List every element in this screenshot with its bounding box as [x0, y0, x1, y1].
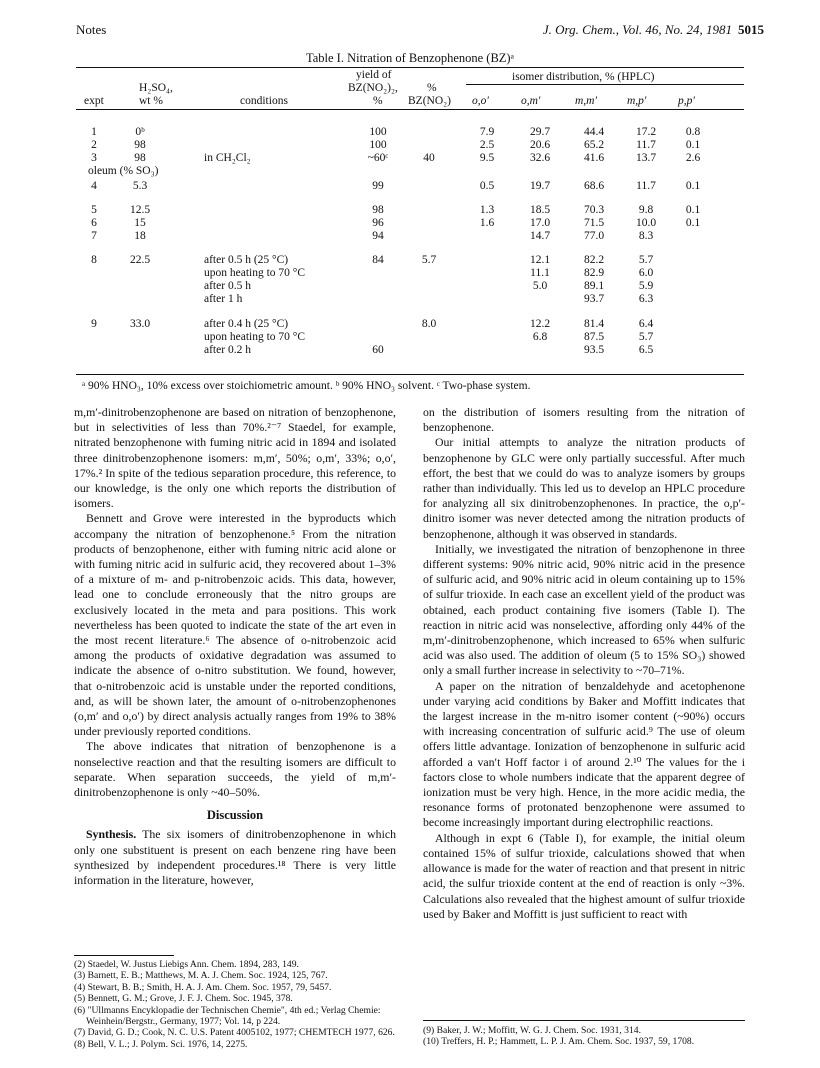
header-bz-2: BZ(NO₂)	[408, 95, 451, 107]
cell-mp: 5.7	[638, 331, 654, 343]
cell-conditions: in CH₂Cl₂	[204, 152, 251, 164]
cell-mm: 68.6	[583, 180, 605, 192]
cell-bz-no2: 8.0	[421, 318, 437, 330]
cell-expt: 3	[91, 152, 97, 164]
cell-conditions: upon heating to 70 °C	[204, 331, 306, 343]
header-yield-3: %	[373, 95, 383, 107]
paragraph: The above indicates that nitration of benzophenone is a nonselective reaction and that the resulting isomers are difficult to separate. When separation succeeds, the yield of m,m′-dinitrobenzophenone is only ~40–50%.	[74, 739, 396, 800]
cell-mm: 82.9	[583, 267, 605, 279]
cell-mm: 93.5	[583, 344, 605, 356]
cell-expt: 6	[91, 217, 97, 229]
cell-mm: 89.1	[583, 280, 605, 292]
paragraph: Our initial attempts to analyze the nitration products of benzophenone by GLC were only partially successful. After much effort, the best that we could do was to analyze isomers by groups rather than individually. This led us to develop an HPLC procedure for analyzing all six dinitrobenzophenones. In practice, the o,p′-dinitro isomer was never detected among the nitration products of benzophenone, although it was observed in standards.	[423, 435, 745, 541]
cell-mm: 77.0	[583, 230, 605, 242]
cell-om: 29.7	[529, 126, 551, 138]
cell-om: 32.6	[529, 152, 551, 164]
right-reference-rule	[423, 1020, 745, 1021]
cell-pp: 0.1	[685, 180, 701, 192]
cell-acid: 18	[134, 230, 146, 242]
running-head-section: Notes	[76, 22, 107, 37]
header-conditions: conditions	[240, 95, 288, 107]
cell-mm: 81.4	[583, 318, 605, 330]
right-references	[423, 1025, 745, 1048]
header-yield-1: yield of	[356, 69, 392, 81]
cell-om: 11.1	[530, 267, 550, 279]
cell-pp: 0.1	[685, 204, 701, 216]
paragraph: Initially, we investigated the nitration of benzophenone in three different systems: 90% nitric acid, 90% nitric acid in the presence of sulfuric acid, and 90% nitric acid in oleum containing up to 15% of sulfur trioxide. In each case an excellent yield of the product was obtained, each product containing five isomers (Table I). The reaction in nitric acid was nonselective, affording only 44% of the m,m′-dinitrobenzophenone, which increased to 65% when sulfuric acid was also used. The addition of oleum (5 to 15% SO₃) showed only a small further increase in selectivity to ~70–71%.	[423, 541, 745, 678]
cell-yield: 84	[372, 254, 384, 266]
cell-expt: 5	[91, 204, 97, 216]
header-pp: p,p′	[678, 95, 695, 107]
cell-mp: 8.3	[638, 230, 654, 242]
cell-om: 6.8	[532, 331, 548, 343]
cell-mp: 11.7	[636, 139, 656, 151]
cell-acid: 33.0	[129, 318, 151, 330]
cell-mp: 6.5	[638, 344, 654, 356]
cell-oo: 2.5	[479, 139, 495, 151]
cell-oo: 1.6	[479, 217, 495, 229]
cell-conditions: after 0.4 h (25 °C)	[204, 318, 289, 330]
left-reference-rule	[74, 955, 174, 956]
section-heading: Discussion	[206, 808, 264, 823]
cell-mm: 44.4	[583, 126, 605, 138]
cell-mm: 70.3	[583, 204, 605, 216]
cell-mm: 65.2	[583, 139, 605, 151]
cell-om: 12.1	[529, 254, 551, 266]
cell-om: 5.0	[532, 280, 548, 292]
cell-mp: 6.0	[638, 267, 654, 279]
cell-oo: 9.5	[479, 152, 495, 164]
left-references	[74, 959, 396, 1050]
cell-om: 14.7	[529, 230, 551, 242]
cell-mp: 11.7	[636, 180, 656, 192]
cell-acid: 12.5	[129, 204, 151, 216]
header-yield-2: BZ(NO₂)₂,	[348, 82, 398, 94]
cell-yield: 100	[369, 126, 387, 138]
paragraph: A paper on the nitration of benzaldehyde and acetophenone under varying acid conditions by Baker and Moffitt indicates that the largest increase in the m-nitro isomer content (~90%) occurs with increasing concentration of sulfuric acid.⁹ The use of oleum offers little advantage. Ionization of benzophenone in sulfuric acid afforded a van′t Hoff factor i of around 2.¹⁰ The values for the i factors close to whole numbers indicate that the apparent degree of ionization must be very high. Hence, in the more acidic media, the resonance forms of protonated benzophenone were assumed to become increasingly important during electrophilic reactions.	[423, 678, 745, 830]
cell-yield: 99	[372, 180, 384, 192]
table-top-rule	[76, 67, 744, 68]
cell-expt: oleum (% SO₃)	[88, 165, 159, 177]
cell-yield: ~60ᶜ	[367, 152, 389, 164]
cell-om: 18.5	[529, 204, 551, 216]
page-number: 5015	[738, 22, 764, 37]
header-expt: expt	[84, 95, 104, 107]
running-head-journal	[543, 22, 764, 38]
cell-mp: 6.4	[638, 318, 654, 330]
cell-pp: 0.1	[685, 217, 701, 229]
reference-item: (7) David, G. D.; Cook, N. C. U.S. Patent 4005102, 1977; CHEMTECH 1977, 626.	[74, 1027, 395, 1039]
paragraph: Bennett and Grove were interested in the byproducts which accompany the nitration of benzophenone.⁵ From the nitration products of benzophenone, either with fuming nitric acid alone or with fuming nitric acid in sulfuric acid, they recovered about 1–3% of a mixture of m- and p-nitrobenzoic acids. This data, however, lead one to conclude erroneously that the nitro groups are exclusively located in the meta and para positions. This work nevertheless has been quoted to indicate the state of the art even in the most recent literature.⁶ The absence of o-nitrobenzoic acid among the products of oxidative degradation was assumed to indicate the absence of o-nitro substitution. We found, however, that o-nitrobenzoic acid is unstable under the reported conditions, and, as will be shown later, the amount of o-nitrobenzophenones (o,m′ and o,o′) by direct analysis actually ranges from 19% to 38% under previously reported conditions.	[74, 511, 396, 739]
right-column	[423, 405, 745, 922]
header-mm: m,m′	[575, 95, 598, 107]
reference-item: (3) Barnett, E. B.; Matthews, M. A. J. Chem. Soc. 1924, 125, 767.	[74, 970, 328, 982]
cell-expt: 9	[91, 318, 97, 330]
cell-mp: 6.3	[638, 293, 654, 305]
header-wt: wt %	[139, 95, 163, 107]
reference-item: (6) "Ullmanns Encyklopadie der Technischen Chemie", 4th ed.; Verlag Chemie: Weinhein/Bergstr., Germany, 1977; Vol. 14, p 224.	[74, 1004, 381, 1028]
cell-oo: 1.3	[479, 204, 495, 216]
cell-mp: 5.9	[638, 280, 654, 292]
table-bottom-rule	[76, 374, 744, 375]
table-footnote: ᵃ 90% HNO₃, 10% excess over stoichiometric amount. ᵇ 90% HNO₃ solvent. ᶜ Two-phase system.	[82, 380, 531, 392]
cell-acid: 0ᵇ	[135, 126, 145, 138]
header-bz-1: %	[427, 82, 437, 94]
cell-bz-no2: 40	[423, 152, 435, 164]
cell-mp: 10.0	[635, 217, 657, 229]
reference-item: (2) Staedel, W. Justus Liebigs Ann. Chem. 1894, 283, 149.	[74, 959, 299, 970]
cell-mp: 17.2	[635, 126, 657, 138]
cell-acid: 98	[134, 152, 146, 164]
paragraph-lead: Synthesis.	[86, 827, 137, 842]
cell-acid: 15	[134, 217, 146, 229]
cell-acid: 98	[134, 139, 146, 151]
paragraph	[74, 827, 396, 888]
cell-expt: 2	[91, 139, 97, 151]
cell-oo: 7.9	[479, 126, 495, 138]
cell-mm: 71.5	[583, 217, 605, 229]
cell-oo: 0.5	[479, 180, 495, 192]
cell-conditions: upon heating to 70 °C	[204, 267, 306, 279]
cell-mp: 5.7	[638, 254, 654, 266]
cell-mm: 82.2	[583, 254, 605, 266]
cell-om: 20.6	[529, 139, 551, 151]
paragraph: on the distribution of isomers resulting from the nitration of benzophenone.	[423, 405, 745, 435]
cell-pp: 2.6	[685, 152, 701, 164]
cell-mm: 41.6	[583, 152, 605, 164]
header-om: o,m′	[521, 95, 541, 107]
cell-acid: 22.5	[129, 254, 151, 266]
cell-yield: 100	[369, 139, 387, 151]
cell-om: 17.0	[529, 217, 551, 229]
paragraph: Although in expt 6 (Table I), for example, the initial oleum contained 15% of sulfur trioxide, calculations showed that when allowance is made for the water of reaction and that present in nitric acid, the sulfur trioxide content at the end of reaction is only ~3%. Calculations also revealed that the highest amount of sulfur trioxide used by Baker and Moffitt is just sufficient to react with	[423, 830, 745, 921]
paragraph-text: The six isomers of dinitrobenzophenone in which only one substituent is present on each benzene ring have been synthesized by independent procedures.¹⁸ There is very little information in the literature, however,	[74, 827, 396, 888]
cell-expt: 8	[91, 254, 97, 266]
reference-item: (8) Bell, V. L.; J. Polym. Sci. 1976, 14, 2275.	[74, 1038, 248, 1050]
table-title: Table I. Nitration of Benzophenone (BZ)ᵃ	[305, 51, 515, 65]
cell-mm: 87.5	[583, 331, 605, 343]
table-header-rule	[76, 109, 744, 110]
cell-expt: 1	[91, 126, 97, 138]
cell-mp: 13.7	[635, 152, 657, 164]
cell-acid: 5.3	[132, 180, 148, 192]
reference-item: (9) Baker, J. W.; Moffitt, W. G. J. Chem. Soc. 1931, 314.	[423, 1025, 641, 1036]
header-mp: m,p′	[627, 95, 647, 107]
cell-mp: 9.8	[638, 204, 654, 216]
cell-conditions: after 0.5 h (25 °C)	[204, 254, 289, 266]
cell-pp: 0.1	[685, 139, 701, 151]
cell-yield: 96	[372, 217, 384, 229]
cell-mm: 93.7	[583, 293, 605, 305]
cell-om: 19.7	[529, 180, 551, 192]
cell-conditions: after 0.5 h	[204, 280, 251, 292]
paragraph: m,m′-dinitrobenzophenone are based on nitration of benzophenone, but in selectivities of less than 70%.²⁻⁷ Staedel, for example, nitrated benzophenone with fuming nitric acid in 1894 and isolated three dinitrobenzophenone isomers: m,m′, 50%; o,m′, 33%; o,o′, 17%.² In spite of the tedious separation procedure, this reference, to our knowledge, is the only one which reports the distribution of isomers.	[74, 405, 396, 511]
reference-item: (5) Bennett, G. M.; Grove, J. F. J. Chem. Soc. 1945, 378.	[74, 993, 293, 1005]
cell-conditions: after 1 h	[204, 293, 243, 305]
cell-conditions: after 0.2 h	[204, 344, 251, 356]
header-isomer-distribution: isomer distribution, % (HPLC)	[512, 71, 655, 83]
cell-expt: 4	[91, 180, 97, 192]
journal-citation: J. Org. Chem., Vol. 46, No. 24, 1981	[542, 22, 732, 37]
reference-item: (10) Treffers, H. P.; Hammett, L. P. J. Am. Chem. Soc. 1937, 59, 1708.	[423, 1036, 695, 1048]
cell-yield: 94	[372, 230, 384, 242]
cell-om: 12.2	[529, 318, 551, 330]
isomer-header-rule	[466, 84, 744, 85]
cell-yield: 60	[372, 344, 384, 356]
header-oo: o,o′	[472, 95, 489, 107]
reference-item: (4) Stewart, B. B.; Smith, H. A. J. Am. Chem. Soc. 1957, 79, 5457.	[74, 981, 332, 993]
cell-yield: 98	[372, 204, 384, 216]
left-column	[74, 405, 396, 888]
header-h2so4: H₂SO₄,	[139, 82, 173, 94]
cell-expt: 7	[91, 230, 97, 242]
cell-pp: 0.8	[685, 126, 701, 138]
cell-bz-no2: 5.7	[421, 254, 437, 266]
